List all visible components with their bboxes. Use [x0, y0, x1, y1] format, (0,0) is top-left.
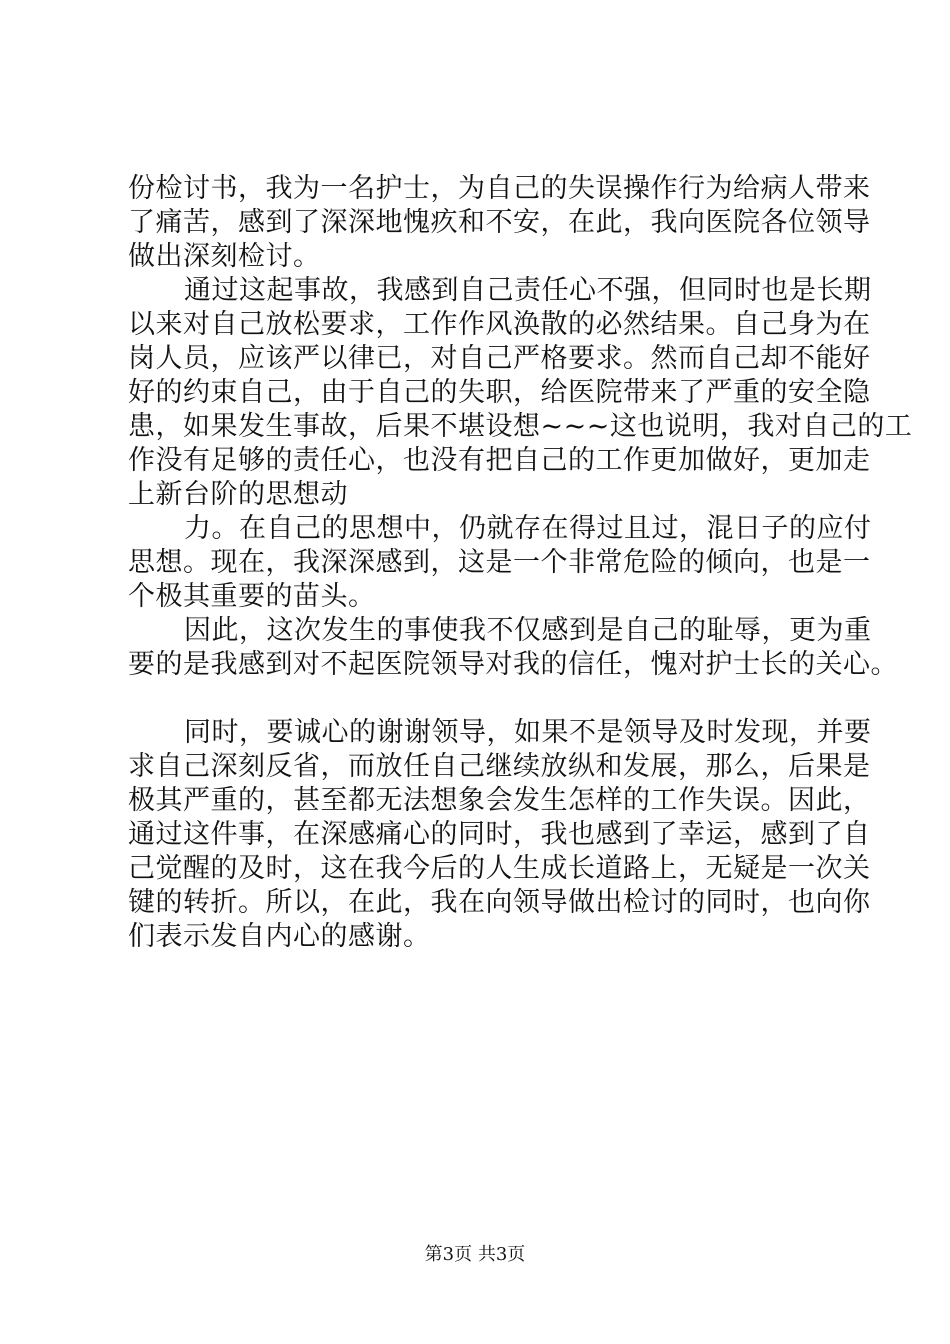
text-line: 极其严重的，甚至都无法想象会发生怎样的工作失误。因此，: [128, 785, 871, 816]
text-line: 键的转折。所以，在此，我在向领导做出检讨的同时，也向你: [128, 887, 871, 918]
paragraph: [128, 614, 898, 682]
text-line: 们表示发自内心的感谢。: [128, 921, 431, 952]
text-line: 做出深刻检讨。: [128, 241, 321, 272]
text-line: 己觉醒的及时，这在我今后的人生成长道路上，无疑是一次关: [128, 853, 871, 884]
paragraph-spacer: [128, 682, 858, 716]
text-line: 好的约束自己，由于自己的失职，给医院带来了严重的安全隐: [128, 377, 871, 408]
text-line: 通过这件事，在深感痛心的同时，我也感到了幸运，感到了自: [128, 819, 871, 850]
text-line: 求自己深刻反省，而放任自己继续放纵和发展，那么，后果是: [128, 751, 871, 782]
text-line: 因此，这次发生的事使我不仅感到是自己的耻辱，更为重: [184, 615, 872, 646]
paragraph: [128, 716, 872, 954]
paragraph: [128, 512, 872, 614]
text-line: 要的是我感到对不起医院领导对我的信任，愧对护士长的关心。: [128, 649, 898, 680]
text-line: 力。在自己的思想中，仍就存在得过且过，混日子的应付: [184, 513, 872, 544]
text-line: 思想。现在，我深深感到，这是一个非常危险的倾向，也是一: [128, 547, 871, 578]
text-line: 同时，要诚心的谢谢领导，如果不是领导及时发现，并要: [184, 717, 872, 748]
text-line: 患，如果发生事故，后果不堪设想~~~这也说明，我对自己的工: [128, 411, 913, 442]
page-number-footer: 第3页 共3页: [424, 1244, 526, 1265]
paragraph: [128, 172, 871, 274]
text-line: 了痛苦，感到了深深地愧疚和不安，在此，我向医院各位领导: [128, 207, 871, 238]
text-line: 通过这起事故，我感到自己责任心不强，但同时也是长期: [184, 275, 872, 306]
text-line: 个极其重要的苗头。: [128, 581, 376, 612]
text-line: 上新台阶的思想动: [128, 479, 348, 510]
text-line: 份检讨书，我为一名护士，为自己的失误操作行为给病人带来: [128, 173, 871, 204]
text-line: 作没有足够的责任心，也没有把自己的工作更加做好，更加走: [128, 445, 871, 476]
text-line: 岗人员，应该严以律已，对自己严格要求。然而自己却不能好: [128, 343, 871, 374]
paragraph: [128, 274, 913, 512]
document-body: [128, 172, 913, 954]
text-line: 以来对自己放松要求，工作作风涣散的必然结果。自己身为在: [128, 309, 871, 340]
